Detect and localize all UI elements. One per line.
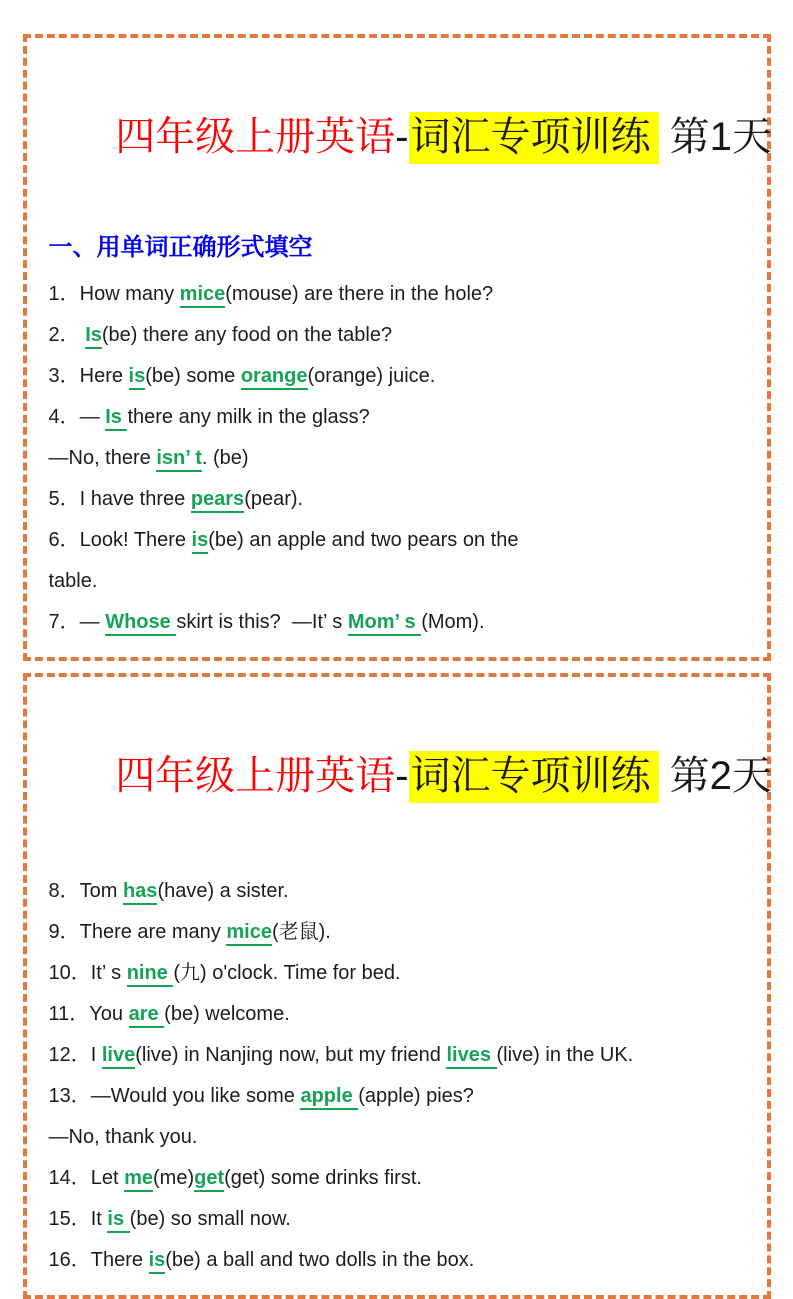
exercise-line (49, 479, 745, 520)
plain-text: 8．Tom (48, 880, 123, 902)
plain-text: (be) so small now. (129, 1208, 291, 1230)
plain-text: (be) welcome. (164, 1003, 290, 1025)
plain-text: (get) some drinks first. (224, 1167, 422, 1189)
exercise-instruction: 一、用单词正确形式填空 (48, 234, 313, 261)
plain-text: (apple) pies? (358, 1085, 474, 1107)
plain-text: table. (48, 570, 98, 592)
title-highlighted-topic: 词汇专项训练 (409, 751, 659, 803)
plain-text: 6．Look! There (48, 529, 192, 551)
answer-text: pears (191, 488, 244, 513)
exercise-line (49, 356, 745, 397)
exercise-line (49, 1076, 745, 1117)
exercise-line (49, 1117, 745, 1158)
plain-text: (live) in Nanjing now, but my friend (135, 1044, 447, 1066)
plain-text: 4．— (48, 406, 106, 428)
answer-text: mice (180, 283, 226, 308)
answer-text: nine (127, 962, 174, 987)
plain-text: (be) some (145, 365, 241, 387)
title-dash: - (395, 115, 409, 159)
plain-text: (be) an apple and two pears on the (208, 529, 519, 551)
title-day-label: 第1天 (658, 115, 772, 159)
plain-text: 5．I have three (48, 488, 191, 510)
plain-text: 14．Let (48, 1167, 125, 1189)
day2-section-title (49, 689, 772, 863)
exercise-line (49, 1158, 745, 1199)
title-day-label: 第2天 (658, 754, 772, 798)
exercise-line (49, 953, 745, 994)
plain-text: there any milk in the glass? (127, 406, 370, 428)
answer-text: get (194, 1167, 224, 1192)
plain-text: 3．Here (48, 365, 129, 387)
answer-text: Is (105, 406, 127, 431)
answer-text: isn’ t (156, 447, 202, 472)
plain-text: 1．How many (48, 283, 180, 305)
answer-text: live (102, 1044, 135, 1069)
plain-text: (be) there any food on the table? (101, 324, 393, 346)
exercise-line (49, 438, 745, 479)
plain-text: 2． (48, 324, 86, 346)
title-highlighted-topic: 词汇专项训练 (409, 112, 659, 164)
plain-text: (Mom). (421, 611, 485, 633)
exercise-line (49, 561, 745, 602)
answer-text: orange (241, 365, 308, 390)
answer-text: me (124, 1167, 153, 1192)
exercise-line (49, 602, 745, 643)
exercise-line (49, 1035, 745, 1076)
answer-text: is (149, 1249, 166, 1274)
answer-text: are (129, 1003, 165, 1028)
plain-text: —No, thank you. (48, 1126, 198, 1148)
day1-exercise-list (49, 274, 745, 643)
exercise-line (49, 1240, 745, 1281)
title-dash: - (395, 754, 409, 798)
plain-text: (have) a sister. (157, 880, 289, 902)
exercise-line (49, 397, 745, 438)
answer-text: mice (226, 921, 272, 946)
answer-text: Mom’ s (348, 611, 421, 636)
day2-section-box (23, 673, 771, 1299)
day2-exercise-list (49, 871, 745, 1281)
answer-text: is (192, 529, 209, 554)
plain-text: (老鼠). (271, 921, 331, 943)
plain-text: skirt is this? —It’ s (176, 611, 348, 633)
plain-text: 15．It (48, 1208, 108, 1230)
exercise-line (49, 274, 745, 315)
plain-text: 11．You (48, 1003, 129, 1025)
plain-text: (orange) juice. (307, 365, 436, 387)
worksheet-page (0, 34, 793, 1271)
plain-text: . (be) (201, 447, 249, 469)
title-book-name: 四年级上册英语 (115, 115, 396, 159)
answer-text: is (107, 1208, 129, 1233)
answer-text: Is (85, 324, 102, 349)
exercise-line (49, 315, 745, 356)
answer-text: has (123, 880, 157, 905)
plain-text: 9．There are many (48, 921, 227, 943)
day1-section-box (23, 34, 771, 661)
exercise-line (49, 871, 745, 912)
plain-text: (mouse) are there in the hole? (225, 283, 494, 305)
plain-text: (pear). (244, 488, 304, 510)
plain-text: 10．It’ s (48, 962, 127, 984)
plain-text: 7．— (48, 611, 106, 633)
exercise-line (49, 994, 745, 1035)
exercise-line (49, 520, 745, 561)
plain-text: 12．I (48, 1044, 102, 1066)
answer-text: Whose (105, 611, 176, 636)
title-book-name: 四年级上册英语 (115, 754, 396, 798)
plain-text: 13．—Would you like some (48, 1085, 301, 1107)
plain-text: (be) a ball and two dolls in the box. (165, 1249, 475, 1271)
plain-text: (live) in the UK. (496, 1044, 634, 1066)
answer-text: lives (446, 1044, 496, 1069)
plain-text: (me) (153, 1167, 195, 1189)
day1-section-title (49, 50, 772, 224)
plain-text: 16．There (48, 1249, 149, 1271)
exercise-line (49, 912, 745, 953)
plain-text: —No, there (48, 447, 157, 469)
answer-text: is (129, 365, 146, 390)
plain-text: (九) o'clock. Time for bed. (173, 962, 401, 984)
exercise-line (49, 1199, 745, 1240)
answer-text: apple (300, 1085, 358, 1110)
